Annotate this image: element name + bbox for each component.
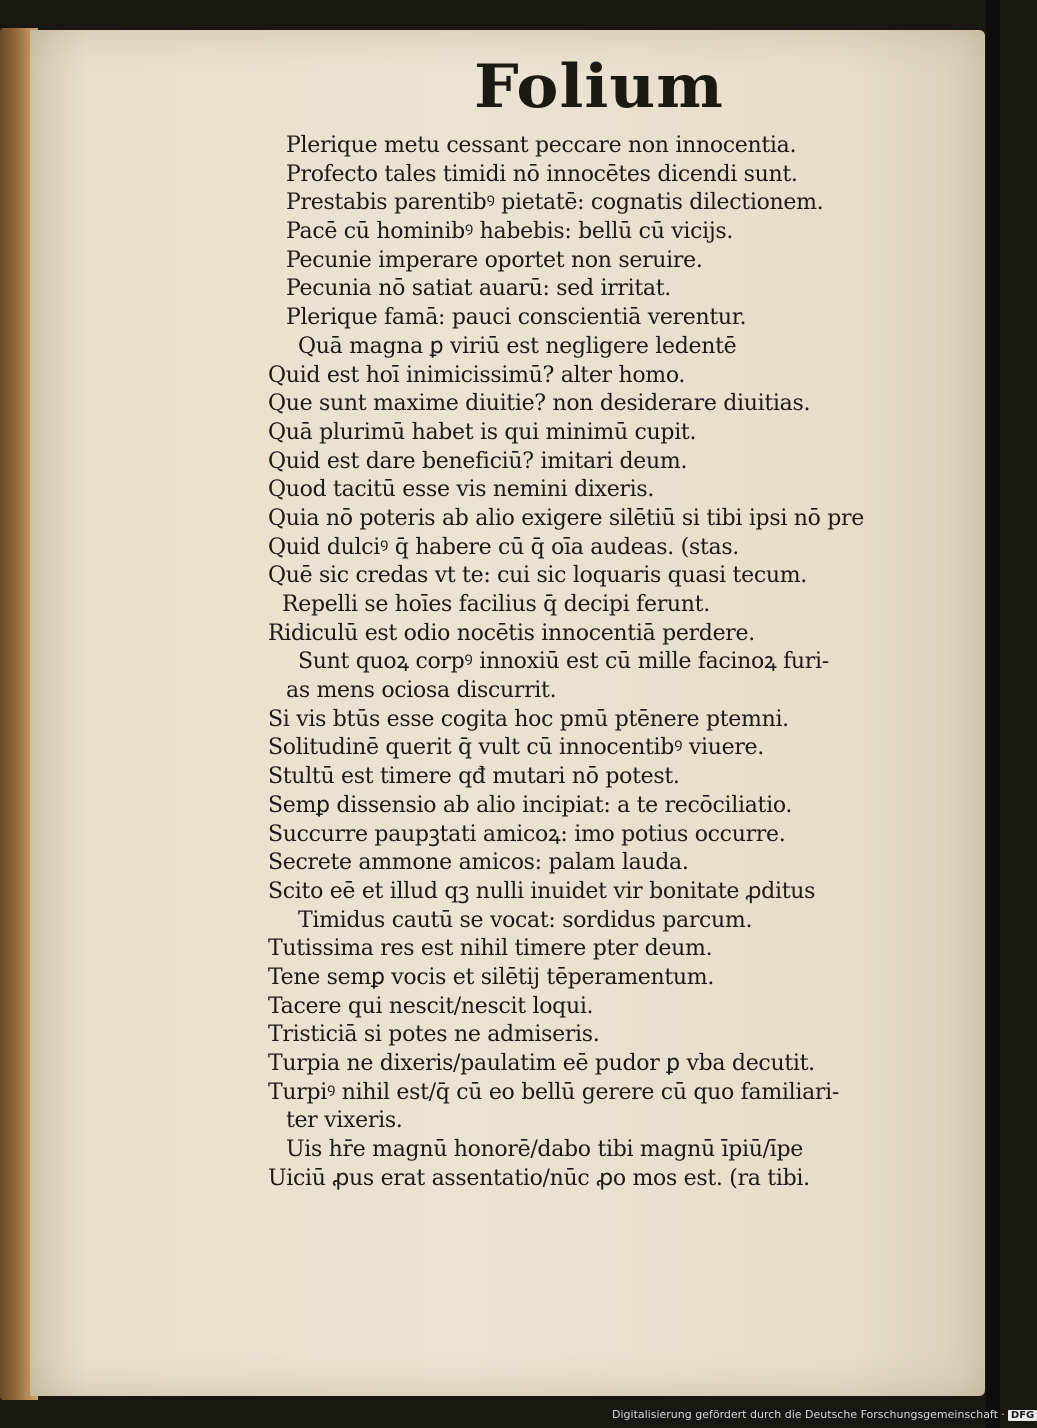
text-line: Tene semꝑ vocis et silētij tēperamentum. — [268, 964, 715, 990]
text-line: Semꝑ dissensio ab alio incipiat: a te recōciliatio. — [268, 792, 793, 818]
text-line: Pacē cū hominibꝰ habebis: bellū cū vicijs. — [286, 219, 734, 245]
text-line: Quā magna ꝑ viriū est negligere ledentē — [298, 333, 737, 359]
text-line: Quid est hoī inimicissimū? alter homo. — [268, 362, 686, 388]
text-line: Tristiciā si potes ne admiseris. — [268, 1022, 600, 1048]
text-line: Que sunt maxime diuitie? non desiderare diuitias. — [268, 391, 811, 417]
text-line: Ridiculū est odio nocētis innocentiā perdere. — [268, 620, 755, 646]
text-line: Uiciū ꝓus erat assentatio/nūc ꝓo mos est. (ra tibi. — [268, 1165, 810, 1191]
text-line: Uis hr̄e magnū honorē/dabo tibi magnū īpiū/īpe — [286, 1137, 804, 1163]
text-line: Pecunie imperare oportet non seruire. — [286, 247, 703, 273]
text-line: Solitudinē querit q̄ vult cū innocentibꝰ viuere. — [268, 735, 764, 761]
dfg-logo: DFG — [1008, 1410, 1037, 1421]
text-line: Sunt quoꝝ corpꝰ innoxiū est cū mille facinoꝝ furi- — [298, 649, 829, 675]
text-line: Quā plurimū habet is qui minimū cupit. — [268, 419, 697, 445]
text-line: Turpiꝰ nihil est/q̄ cū eo bellū gerere cū quo familiari- — [268, 1079, 840, 1105]
text-line: Prestabis parentibꝰ pietatē: cognatis dilectionem. — [286, 190, 824, 216]
text-line: Stultū est timere qđ mutari nō potest. — [268, 764, 680, 790]
text-line: Succurre paupꝫtati amicoꝝ: imo potius occurre. — [268, 821, 786, 847]
credit-text: Digitalisierung gefördert durch die Deutsche Forschungsgemeinschaft · — [612, 1408, 1005, 1421]
text-line: Tacere qui nescit/nescit loqui. — [268, 993, 594, 1019]
text-line: Pecunia nō satiat auarū: sed irritat. — [286, 276, 671, 302]
digitization-credit — [612, 1408, 1037, 1421]
text-line: Quod tacitū esse vis nemini dixeris. — [268, 477, 655, 503]
text-line: Quid est dare beneficiū? imitari deum. — [268, 448, 688, 474]
text-line: Si vis btūs esse cogita hoc pmū ptēnere ptemni. — [268, 706, 789, 732]
text-line: Plerique famā: pauci conscientiā verentur. — [286, 305, 747, 331]
text-line: Quē sic credas vt te: cui sic loquaris quasi tecum. — [268, 563, 807, 589]
text-line: Quid dulciꝰ q̄ habere cū q̄ oīa audeas. (stas. — [268, 534, 739, 560]
text-line: Tutissima res est nihil timere pter deum. — [268, 936, 713, 962]
text-line: Timidus cautū se vocat: sordidus parcum. — [298, 907, 753, 933]
text-line: as mens ociosa discurrit. — [286, 678, 557, 704]
text-line: Secrete ammone amicos: palam lauda. — [268, 850, 689, 876]
text-line: Profecto tales timidi nō innocētes dicendi sunt. — [286, 161, 798, 187]
text-line: Quia nō poteris ab alio exigere silētiū si tibi ipsi nō pre — [268, 505, 864, 531]
text-block — [268, 132, 948, 1193]
text-line: ter vixeris. — [286, 1108, 403, 1134]
text-line: Repelli se hoīes facilius q̄ decipi ferunt. — [282, 592, 710, 617]
page-title: Folium — [474, 52, 724, 122]
scan-border — [986, 0, 1000, 1428]
text-line: Scito eē et illud qꝫ nulli inuidet vir bonitate ꝓditus — [268, 878, 816, 904]
text-line: Turpia ne dixeris/paulatim eē pudor ꝑ vba decutit. — [268, 1051, 815, 1076]
text-line: Plerique metu cessant peccare non innocentia. — [286, 133, 797, 158]
